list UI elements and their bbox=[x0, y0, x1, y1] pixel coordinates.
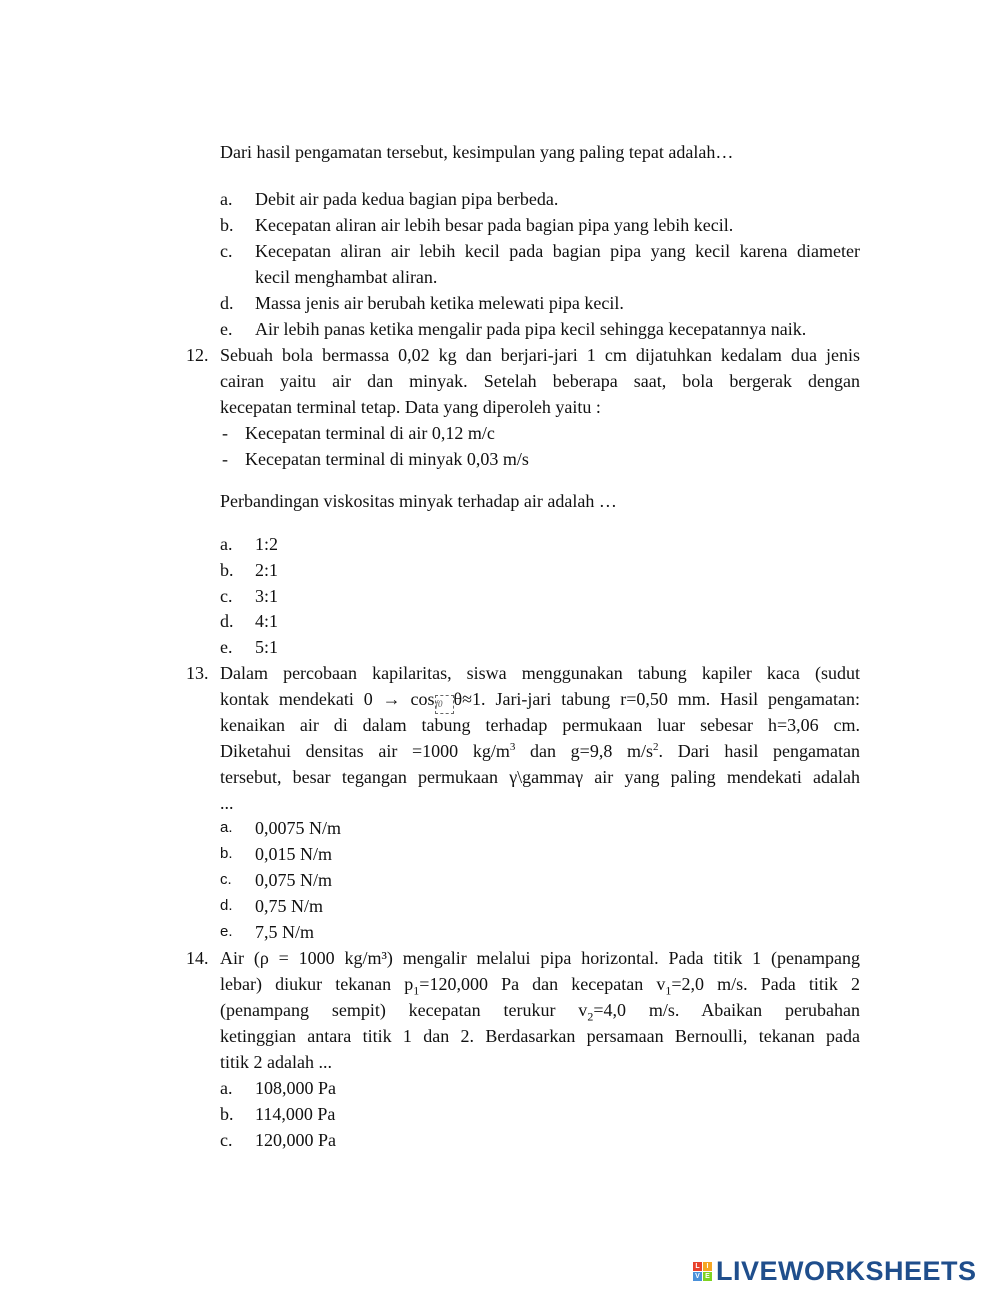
q12-option-d-text: 4:1 bbox=[255, 611, 279, 631]
q11-option-a-text: Debit air pada kedua bagian pipa berbeda. bbox=[255, 189, 559, 209]
q12-option-e-label[interactable]: e. bbox=[220, 637, 233, 657]
q12-option-c-label[interactable]: c. bbox=[220, 586, 233, 606]
q12-data-dash-2: - bbox=[222, 449, 228, 469]
logo-tile-i: I bbox=[703, 1262, 712, 1271]
q13-line-5: tersebut, besar tegangan permukaan γ\gammaγ air yang paling mendekati adalah bbox=[220, 767, 860, 787]
liveworksheets-logo-text: LIVEWORKSHEETS bbox=[716, 1256, 977, 1286]
q13-number: 13. bbox=[186, 663, 209, 683]
q11-option-e-label[interactable]: e. bbox=[220, 319, 233, 339]
q14-line-1: Air (ρ = 1000 kg/m³) mengalir melalui pipa horizontal. Pada titik 1 (penampang bbox=[220, 948, 860, 968]
q13-option-b-label[interactable]: b. bbox=[220, 845, 233, 862]
q14-option-b-label[interactable]: b. bbox=[220, 1104, 234, 1124]
q13-line-4-part-a: Diketahui densitas air =1000 kg/m bbox=[220, 741, 510, 761]
q14-option-c-label[interactable]: c. bbox=[220, 1130, 233, 1150]
q13-option-b-text: 0,015 N/m bbox=[255, 844, 333, 864]
q14-option-b-text: 114,000 Pa bbox=[255, 1104, 336, 1124]
q14-line-3-sub: 2 bbox=[587, 1009, 594, 1024]
q13-line-2 bbox=[220, 686, 860, 714]
q12-line-1: Sebuah bola bermassa 0,02 kg dan berjari-jari 1 cm dijatuhkan kedalam dua jenis bbox=[220, 345, 860, 365]
q14-line-3-part-b: =4,0 m/s. Abaikan perubahan bbox=[593, 1000, 860, 1020]
q14-line-2-part-b: =120,000 Pa dan kecepatan v bbox=[419, 974, 666, 994]
q12-option-a-label[interactable]: a. bbox=[220, 534, 233, 554]
logo-tile-e: E bbox=[703, 1272, 712, 1281]
q14-line-4: ketinggian antara titik 1 dan 2. Berdasarkan persamaan Bernoulli, tekanan pada bbox=[220, 1026, 860, 1046]
q14-line-3-part-a: (penampang sempit) kecepatan terukur v bbox=[220, 1000, 588, 1020]
q13-line-4-sup-2: 2 bbox=[653, 741, 659, 753]
q11-option-d-label[interactable]: d. bbox=[220, 293, 234, 313]
q13-line-4-sup-1: 3 bbox=[509, 741, 516, 753]
q13-option-e-label[interactable]: e. bbox=[220, 923, 233, 940]
q14-line-2-part-a: lebar) diukur tekanan p bbox=[220, 974, 414, 994]
q11-option-d-text: Massa jenis air berubah ketika melewati pipa kecil. bbox=[255, 293, 624, 313]
q13-option-a-label[interactable]: a. bbox=[220, 819, 233, 836]
q12-option-b-text: 2:1 bbox=[255, 560, 279, 580]
q14-line-2-sub-2: 1 bbox=[665, 983, 672, 998]
q13-option-c-label[interactable]: c. bbox=[220, 871, 232, 888]
q12-question: Perbandingan viskositas minyak terhadap air adalah … bbox=[220, 491, 617, 511]
q12-option-e-text: 5:1 bbox=[255, 637, 279, 657]
q11-option-e-text: Air lebih panas ketika mengalir pada pipa kecil sehingga kecepatannya naik. bbox=[255, 319, 807, 339]
q11-option-a-label[interactable]: a. bbox=[220, 189, 233, 209]
q12-option-a-text: 1:2 bbox=[255, 534, 279, 554]
q13-line-4-part-c: . Dari hasil pengamatan bbox=[658, 741, 860, 761]
q11-option-b-text: Kecepatan aliran air lebih besar pada bagian pipa yang lebih kecil. bbox=[255, 215, 734, 235]
q14-line-2-part-c: =2,0 m/s. Pada titik 2 bbox=[671, 974, 861, 994]
q13-line-4-part-b: dan g=9,8 m/s bbox=[515, 741, 654, 761]
q14-line-2-sub-1: 1 bbox=[413, 983, 420, 998]
q13-line-1: Dalam percobaan kapilaritas, siswa menggunakan tabung kapiler kaca (sudut bbox=[220, 663, 860, 683]
q13-line-2-part-a: kontak mendekati 0 → cos bbox=[220, 689, 435, 709]
q12-option-d-label[interactable]: d. bbox=[220, 611, 234, 631]
q14-line-3 bbox=[220, 997, 860, 1023]
q11-option-c-label[interactable]: c. bbox=[220, 241, 233, 261]
q12-line-2: cairan yaitu air dan minyak. Setelah beberapa saat, bola bergerak dengan bbox=[220, 371, 860, 391]
q13-line-2-part-b: θ≈1. Jari-jari tabung r=0,50 mm. Hasil pengamatan: bbox=[453, 689, 860, 709]
q11-option-c-text-line2: kecil menghambat aliran. bbox=[255, 267, 438, 287]
q14-option-a-label[interactable]: a. bbox=[220, 1078, 233, 1098]
q12-line-3: kecepatan terminal tetap. Data yang diperoleh yaitu : bbox=[220, 397, 601, 417]
q14-line-5: titik 2 adalah ... bbox=[220, 1052, 332, 1072]
intro-text: Dari hasil pengamatan tersebut, kesimpulan yang paling tepat adalah… bbox=[220, 142, 734, 162]
q12-option-b-label[interactable]: b. bbox=[220, 560, 234, 580]
q13-line-3: kenaikan air di dalam tabung terhadap permukaan luar sebesar h=3,06 cm. bbox=[220, 715, 860, 735]
q14-option-c-text: 120,000 Pa bbox=[255, 1130, 336, 1150]
q11-option-b-label[interactable]: b. bbox=[220, 215, 234, 235]
q13-option-d-text: 0,75 N/m bbox=[255, 896, 324, 916]
q11-option-c-text-line1: Kecepatan aliran air lebih kecil pada bagian pipa yang kecil karena diameter bbox=[255, 241, 860, 261]
q12-data-point-1: Kecepatan terminal di air 0,12 m/c bbox=[245, 423, 495, 443]
liveworksheets-logo bbox=[693, 1256, 977, 1287]
q13-option-a-text: 0,0075 N/m bbox=[255, 818, 342, 838]
q14-number: 14. bbox=[186, 948, 209, 968]
q12-option-c-text: 3:1 bbox=[255, 586, 279, 606]
q12-data-dash-1: - bbox=[222, 423, 228, 443]
q14-line-2 bbox=[220, 971, 860, 997]
q12-number: 12. bbox=[186, 345, 209, 365]
q13-option-c-text: 0,075 N/m bbox=[255, 870, 333, 890]
q14-option-a-text: 108,000 Pa bbox=[255, 1078, 336, 1098]
q13-line-4 bbox=[220, 738, 860, 764]
q13-option-e-text: 7,5 N/m bbox=[255, 922, 315, 942]
liveworksheets-logo-icon bbox=[693, 1262, 712, 1281]
q12-data-point-2: Kecepatan terminal di minyak 0,03 m/s bbox=[245, 449, 529, 469]
logo-tile-l: L bbox=[693, 1262, 702, 1271]
q13-option-d-label[interactable]: d. bbox=[220, 897, 233, 914]
q13-line-6: ... bbox=[220, 793, 234, 813]
logo-tile-v: V bbox=[693, 1272, 702, 1281]
missing-glyph-icon: f0 bbox=[435, 695, 454, 714]
